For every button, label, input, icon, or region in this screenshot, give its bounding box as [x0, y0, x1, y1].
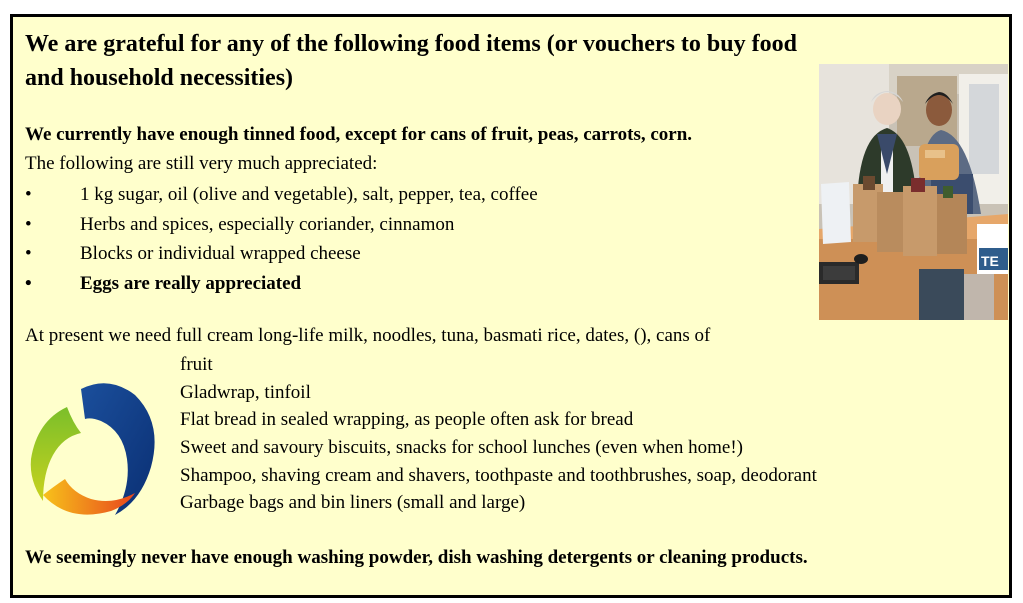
appreciated-list: [25, 180, 538, 298]
list-item-text: 1 kg sugar, oil (olive and vegetable), salt, pepper, tea, coffee: [80, 184, 538, 205]
list-item-text: Herbs and spices, especially coriander, cinnamon: [80, 213, 455, 235]
bullet-icon: •: [25, 243, 32, 264]
list-item: [25, 210, 538, 240]
list-item: Shampoo, shaving cream and shavers, toothpaste and toothbrushes, soap, deodorant: [180, 464, 817, 486]
cleaning-products-note: We seemingly never have enough washing powder, dish washing detergents or cleaning products.: [25, 547, 808, 568]
notice-heading: We are grateful for any of the following food items (or vouchers to buy food and household necessities): [25, 31, 797, 91]
list-item: [25, 180, 538, 210]
donation-notice: [10, 14, 1012, 598]
swirl-logo-icon: [23, 375, 163, 520]
volunteers-photo: [819, 64, 1008, 320]
photo-box-label: TE: [981, 253, 999, 269]
appreciated-intro: The following are still very much appreciated:: [25, 153, 378, 174]
list-item: fruit: [180, 354, 213, 375]
list-item: Sweet and savoury biscuits, snacks for school lunches (even when home!): [180, 437, 743, 459]
needs-list: [180, 351, 817, 517]
list-item: Gladwrap, tinfoil: [180, 381, 311, 403]
list-item-text: Eggs are really appreciated: [80, 272, 302, 294]
needs-intro: At present we need full cream long-life milk, noodles, tuna, basmati rice, dates, (), cans of: [25, 325, 711, 346]
tinned-food-note: We currently have enough tinned food, except for cans of fruit, peas, carrots, corn.: [25, 124, 693, 145]
bullet-icon: •: [25, 272, 32, 294]
list-item: Garbage bags and bin liners (small and large): [180, 492, 526, 514]
list-item: [25, 269, 538, 299]
bullet-icon: •: [25, 184, 32, 205]
list-item: [25, 239, 538, 269]
bullet-icon: •: [25, 213, 32, 235]
list-item-text: Blocks or individual wrapped cheese: [80, 243, 361, 264]
list-item: Flat bread in sealed wrapping, as people often ask for bread: [180, 409, 634, 431]
